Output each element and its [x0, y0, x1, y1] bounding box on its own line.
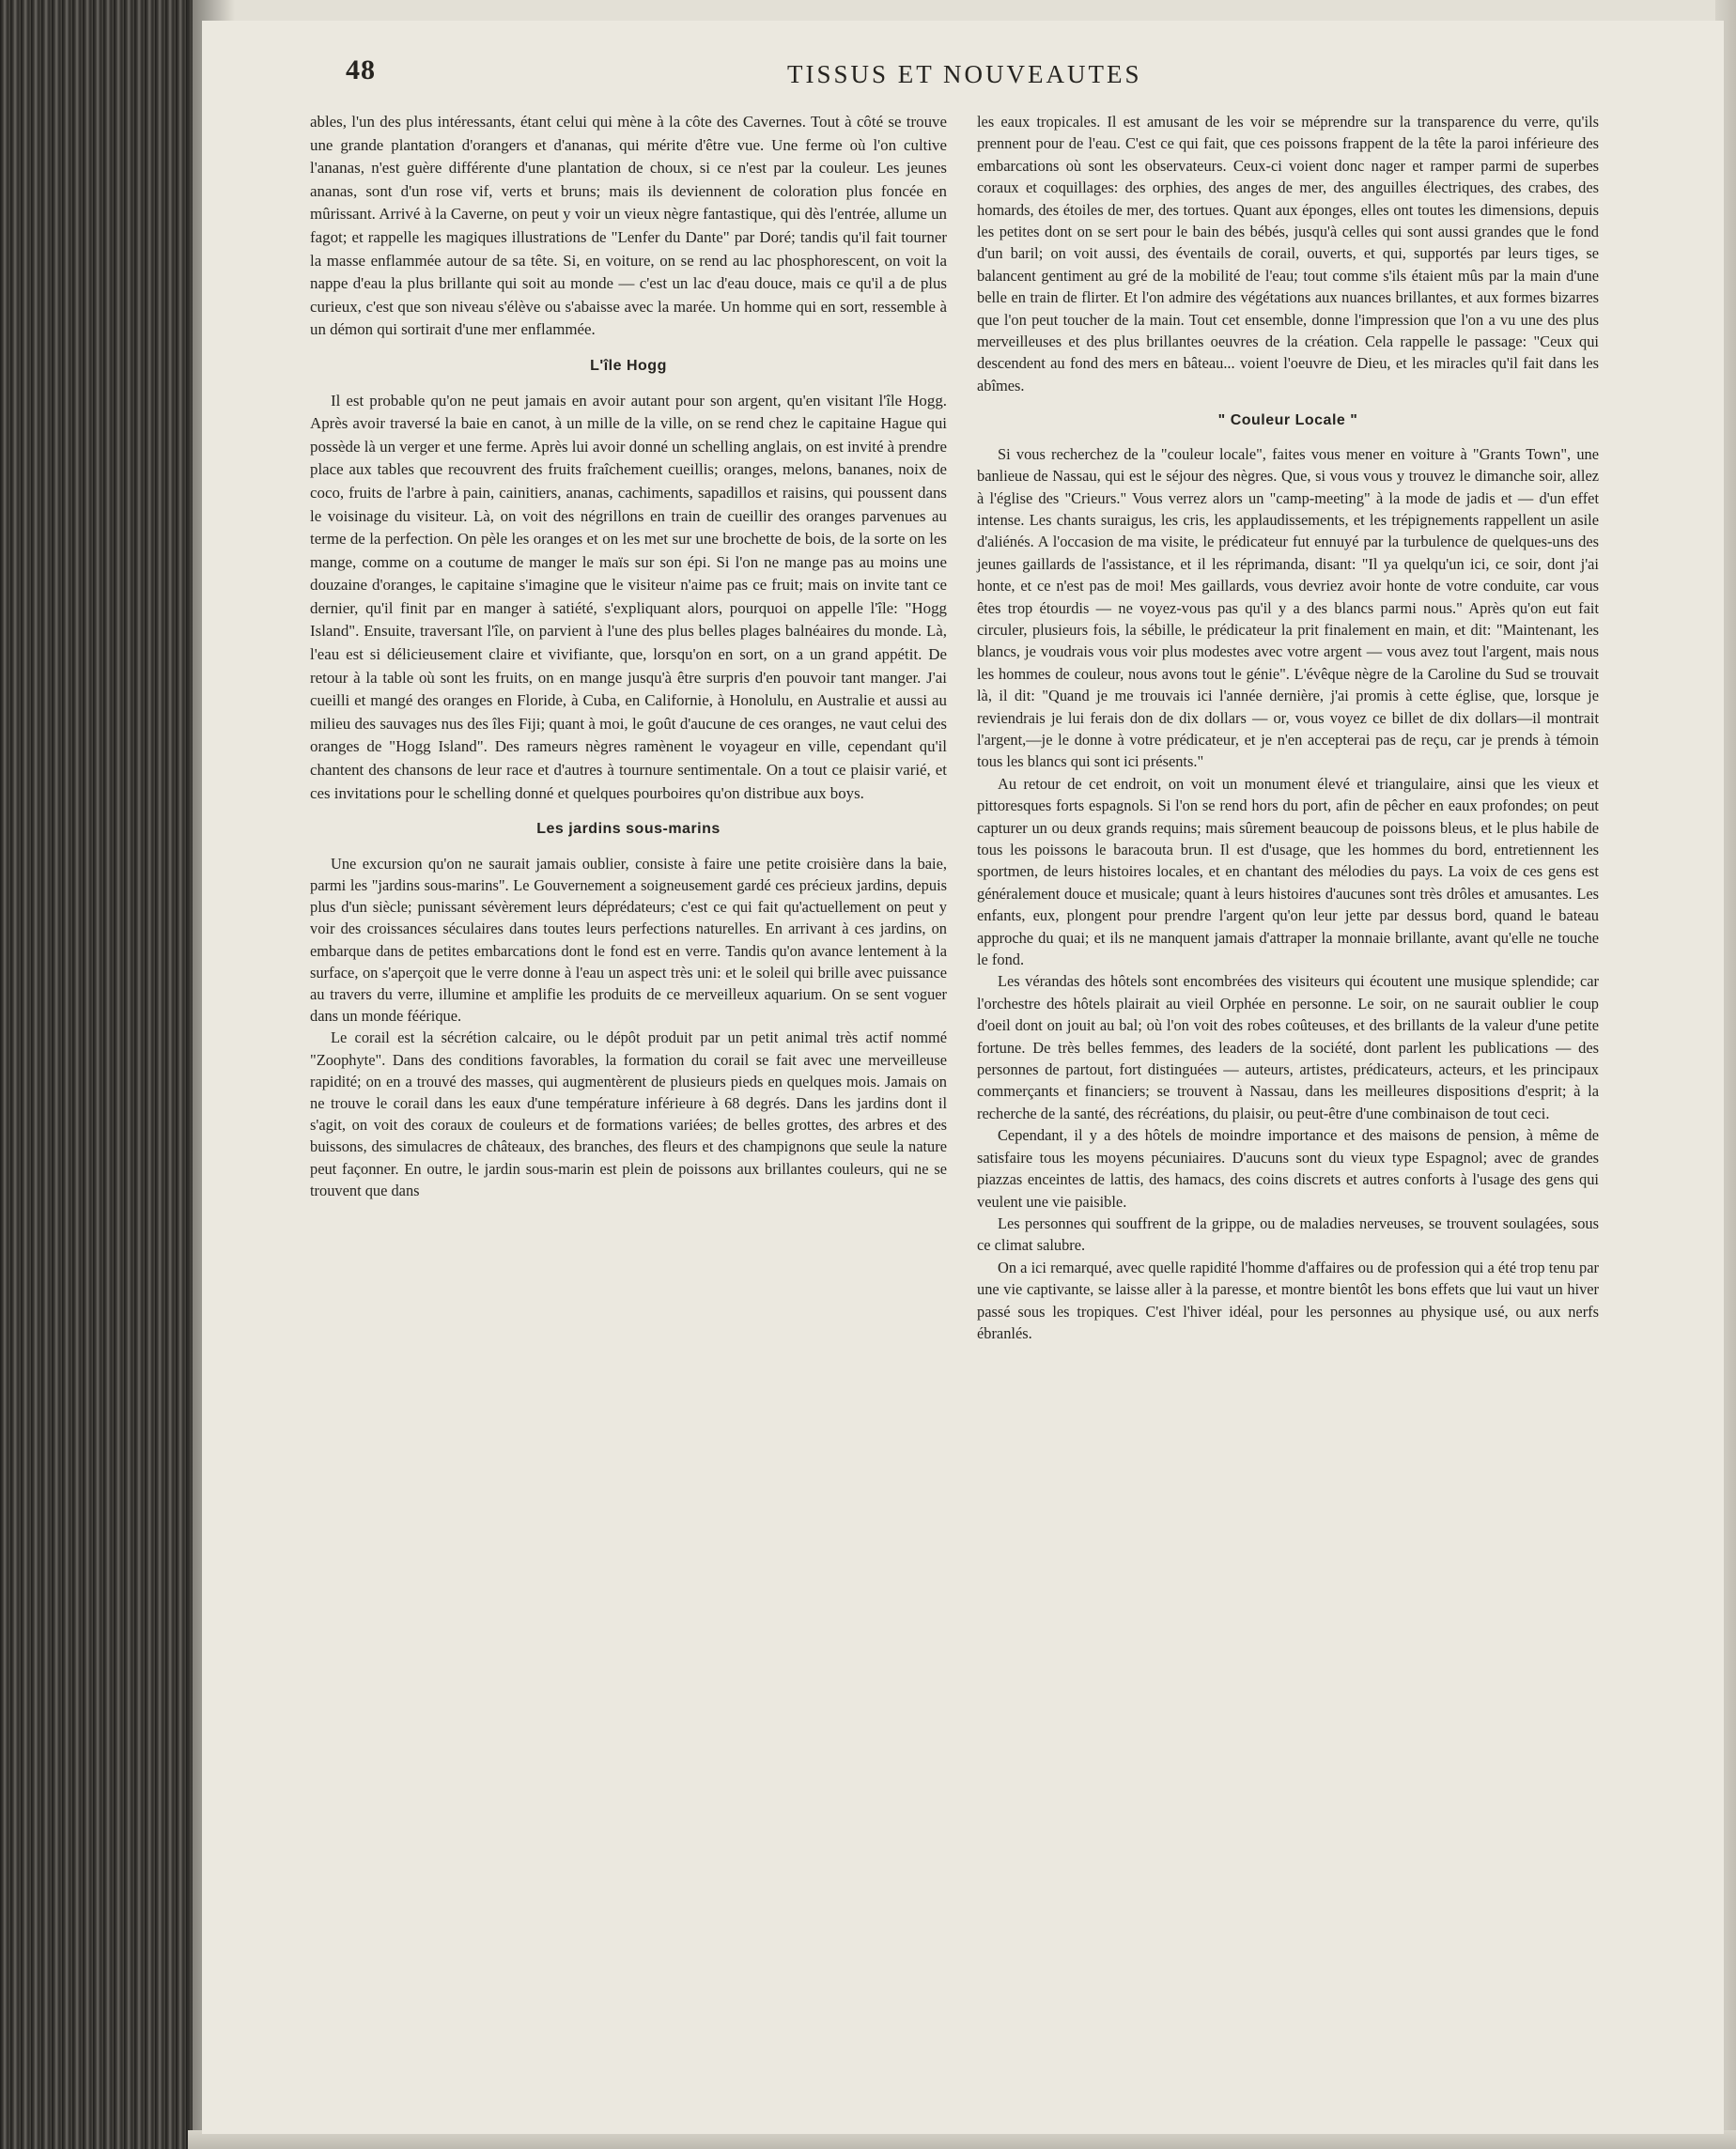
section-heading-couleur: " Couleur Locale "	[1217, 412, 1358, 429]
page-number: 48	[346, 54, 376, 85]
paragraph-verandas: Les vérandas des hôtels sont encombrées des visiteurs qui écoutent une musique splendide; car l'orchestre des hôtels plairait au vieil Orphée en personne. Le soir, on ne saurait oublier le coup d'oeil dont on jouit au bal; où l'on voit des robes coûteuses, et des brillants de la valeur d'une petite fortune. De très belles femmes, des leaders de la société, dont parlent les publications — des personnes de partout, fort distinguées — auteurs, artistes, prédicateurs, acteurs, et les principaux commerçants et financiers; se trouvent à Nassau, dans les meilleures dispositions d'esprit; à la recherche de la santé, des récréations, du plaisir, ou peut-être d'une combinaison de tout ceci.	[977, 972, 1599, 1122]
left-column	[310, 111, 947, 1201]
paragraph-couleur: Si vous recherchez de la "couleur locale", faites vous mener en voiture à "Grants Town", une banlieue de Nassau, qui est le séjour des nègres. Que, si vous vous y trouvez le dimanche soir, allez à l'église des "Crieurs." Vous verrez alors un "camp-meeting" à la mode de jadis et — d'un effet intense. Les chants suraigus, les cris, les applaudissements, et les trépignements rappellent un asile d'aliénés. A l'occasion de ma visite, le prédicateur fut ennuyé par la turbulence de quelques-uns des jeunes gaillards de l'assistance, et il les réprimanda, disant: "Il ya quelqu'un ici, ce soir, dont j'ai honte, et ce n'est pas de moi! Mes gaillards, vous devriez avoir honte de votre conduite, car vous êtes trop étourdis — ne voyez-vous pas qu'il y a des blancs parmi nous." Après qu'on eut fait circuler, plusieurs fois, la sébille, le prédicateur la prit finalement en main, et dit: "Maintenant, les blancs, je voudrais vous voir plus modestes avec votre argent — vous avez tout l'argent, mais nous les hommes de couleur, nous avons tout le génie". L'évêque nègre de la Caroline du Sud se trouvait là, il dit: "Quand je me trouvais ici l'année dernière, j'ai promis à cette église, que, lorsque je reviendrais je lui ferais don de dix dollars — or, vous voyez ce billet de dix dollars—il montrait l'argent,—je le donne à votre prédicateur, et je n'en accepterai pas de reçu, car je prends à témoin tous les blancs qui sont ici présents."	[977, 444, 1599, 771]
paragraph-retour: Au retour de cet endroit, on voit un monument élevé et triangulaire, ainsi que les vieux et pittoresques forts espagnols. Si l'on se rend hors du port, afin de pêcher en eaux profondes; on peut capturer un ou deux grands requins; mais sûrement beaucoup de poissons bleus, et le plus habile de tous les poissons le baracouta brun. Il est d'usage, que les hommes du bord, entretiennent les sportmen, de leurs histoires locales, et en chantant des mélodies du pays. La voix de ces gens est généralement douce et musicale; quant à leurs histoires d'aucunes sont très drôles et amusantes. Les enfants, eux, plongent pour prendre l'argent qu'on leur jette par dessus bord, quand le bateau approche du quai; et ils ne manquent jamais d'attraper la monnaie brillante, avant qu'elle ne touche le fond.	[977, 774, 1599, 969]
paragraph-hotels: Cependant, il y a des hôtels de moindre importance et des maisons de pension, à même de satisfaire tous les moyens pécuniaires. D'aucuns sont du vieux type Espagnol; avec de grandes piazzas enceintes de lattis, des hamacs, des coins discrets et autres conforts à l'usage des gens qui veulent une vie paisible.	[977, 1126, 1599, 1211]
section-heading-jardins: Les jardins sous-marins	[536, 821, 721, 838]
paragraph-jardins-1: Une excursion qu'on ne saurait jamais oublier, consiste à faire une petite croisière dans la baie, parmi les "jardins sous-marins". Le Gouvernement a soigneusement gardé ces précieux jardins, depuis plus d'un siècle; punissant sévèrement leurs déprédateurs; c'est ce qui fait qu'actuellement on peut y voir des croissances séculaires dans toutes leurs perfections naturelles. En arrivant à ces jardins, on embarque dans de petites embarcations dont le fond est en verre. Tandis qu'on avance lentement à la surface, on s'aperçoit que le verre donne à l'eau un aspect très uni: et le soleil qui brille avec puissance au travers du verre, illumine et amplifie les produits de ce merveilleux aquarium. On se sent voguer dans un monde féérique.	[310, 854, 947, 1026]
right-column	[977, 111, 1599, 1344]
running-title: TISSUS ET NOUVEAUTES	[787, 60, 1142, 88]
section-heading-hogg: L'île Hogg	[590, 357, 667, 374]
paragraph-intro: ables, l'un des plus intéressants, étant celui qui mène à la côte des Cavernes. Tout à côté se trouve une grande plantation d'orangers et d'ananas, qui mérite d'être vue. Une ferme où l'on cultive l'ananas, n'est guère différente d'une plantation de choux, si ce n'est par la couleur. Les jeunes ananas, sont d'un rose vif, verts et bruns; mais ils deviennent de coloration plus foncée en mûrissant. Arrivé à la Caverne, on peut y voir un vieux nègre fantastique, qui dès l'entrée, allume un fagot; et rappelle les magiques illustrations de "Lenfer du Dante" par Doré; tandis qu'il fait tourner la masse enflammée autour de sa tête. Si, en voiture, on se rend au lac phosphorescent, on voit la nappe d'eau la plus brillante qui soit au monde — c'est un lac d'eau douce, mais ce qu'il a de plus curieux, c'est que son niveau s'élève ou s'abaisse avec la marée. Un homme qui en sort, ressemble à un démon qui sortirait d'une mer enflammée.	[310, 113, 947, 339]
book-binding-edge	[0, 0, 193, 2149]
paragraph-hogg: Il est probable qu'on ne peut jamais en avoir autant pour son argent, qu'en visitant l'île Hogg. Après avoir traversé la baie en canot, à un mille de la ville, on se rend chez le capitaine Hague qui possède là un verger et une ferme. Après lui avoir donné un schelling anglais, on est invité à prendre place aux tables que recouvrent des fruits fraîchement cueillis; oranges, melons, bananes, noix de coco, fruits de l'arbre à pain, cainitiers, ananas, cachiments, sapadillos et raisins, qui poussent dans le voisinage du visiteur. Là, on voit des négrillons en train de cueillir des oranges parvenues au terme de la perfection. On pèle les oranges et on les met sur une brochette de bois, de la sorte on les mange, comme on a coutume de manger le maïs sur son épi. Si l'on ne mange pas au moins une douzaine d'oranges, le capitaine s'imagine que le visiteur n'aime pas ce fruit; mais on invite tant ce dernier, qu'il finit par en manger à satiété, s'expliquant alors, pourquoi on appelle l'île: "Hogg Island". Ensuite, traversant l'île, on parvient à l'une des plus belles plages balnéaires du monde. Là, l'eau est si délicieusement claire et vivifiante, que, lorsqu'on en sort, on a un grand appétit. De retour à la table où sont les fruits, on en mange jusqu'à être surpris d'en pouvoir tant manger. J'ai cueilli et mangé des oranges en Floride, à Cuba, en Californie, à Honolulu, en Australie et aussi au milieu des sauvages nus des îles Fiji; quant à moi, le goût d'aucune de ces oranges, ne vaut celui des oranges de "Hogg Island". Des rameurs nègres ramènent le voyageur en ville, cependant qu'il chantent des chansons de leur race et d'autres à tournure sentimentale. On a tout ce plaisir varié, et ces invitations pour le schelling donné et quelques pourboires qu'on distribue aux boys.	[310, 391, 947, 802]
paragraph-grippe: Les personnes qui souffrent de la grippe, ou de maladies nerveuses, se trouvent soulagées, sous ce climat salubre.	[977, 1214, 1599, 1255]
paragraph-continuation: les eaux tropicales. Il est amusant de les voir se méprendre sur la transparence du verre, qu'ils prennent pour de l'eau. C'est ce qui fait, que ces poissons frappent de la tête la paroi inférieure des embarcations où sont les observateurs. Ceux-ci voient donc nager et ramper parmi de superbes coraux et coquillages: des orphies, des anges de mer, des anguilles électriques, des crabes, des homards, des étoiles de mer, des tortues. Quant aux éponges, elles ont toutes les dimensions, depuis les petites dont on se sert pour le bain des bébés, jusqu'à celles qui sont aussi grandes que le fond d'un baril; on voit aussi, des éventails de corail, ouverts, et qui, supportés par leurs tiges, se balancent gentiment au gré de la mobilité de l'eau; tout comme s'ils étaient mûs par la main d'une belle en train de flirter. Et l'on admire des végétations aux nuances brillantes, et aux formes bizarres que l'on peut toucher de la main. Tout cet ensemble, donne l'impression que l'on a vu une des plus merveilleuses et des plus brillantes oeuvres de la création. Cela rappelle le passage: "Ceux qui descendent au fond des mers en bâteau... voient l'oeuvre de Dieu, et les miracles qu'il fait dans les abîmes.	[977, 113, 1599, 394]
paragraph-jardins-2: Le corail est la sécrétion calcaire, ou le dépôt produit par un petit animal très actif nommé "Zoophyte". Dans des conditions favorables, la formation du corail se fait avec une merveilleuse rapidité; on en a trouvé des masses, qui augmentèrent de plusieurs pieds en quelques mois. Jamais on ne trouve le corail dans les eaux d'une température inférieure à 68 degrés. Dans les jardins dont il s'agit, on voit des coraux de couleurs et de formations variées; de belles grottes, des arbres et des buissons, des simulacres de châteaux, des branches, des fleurs et des champignons que seule la nature peut façonner. En outre, le jardin sous-marin est plein de poissons aux brillantes couleurs, qui ne se trouvent que dans	[310, 1028, 947, 1199]
paragraph-affaires: On a ici remarqué, avec quelle rapidité l'homme d'affaires ou de profession qui a été trop tenu par une vie captivante, se laisse aller à la paresse, et montre bientôt les bons effets que lui vaut un hiver passé sous les tropiques. C'est l'hiver idéal, pour les personnes au physique usé, ou aux nerfs ébranlés.	[977, 1258, 1599, 1342]
